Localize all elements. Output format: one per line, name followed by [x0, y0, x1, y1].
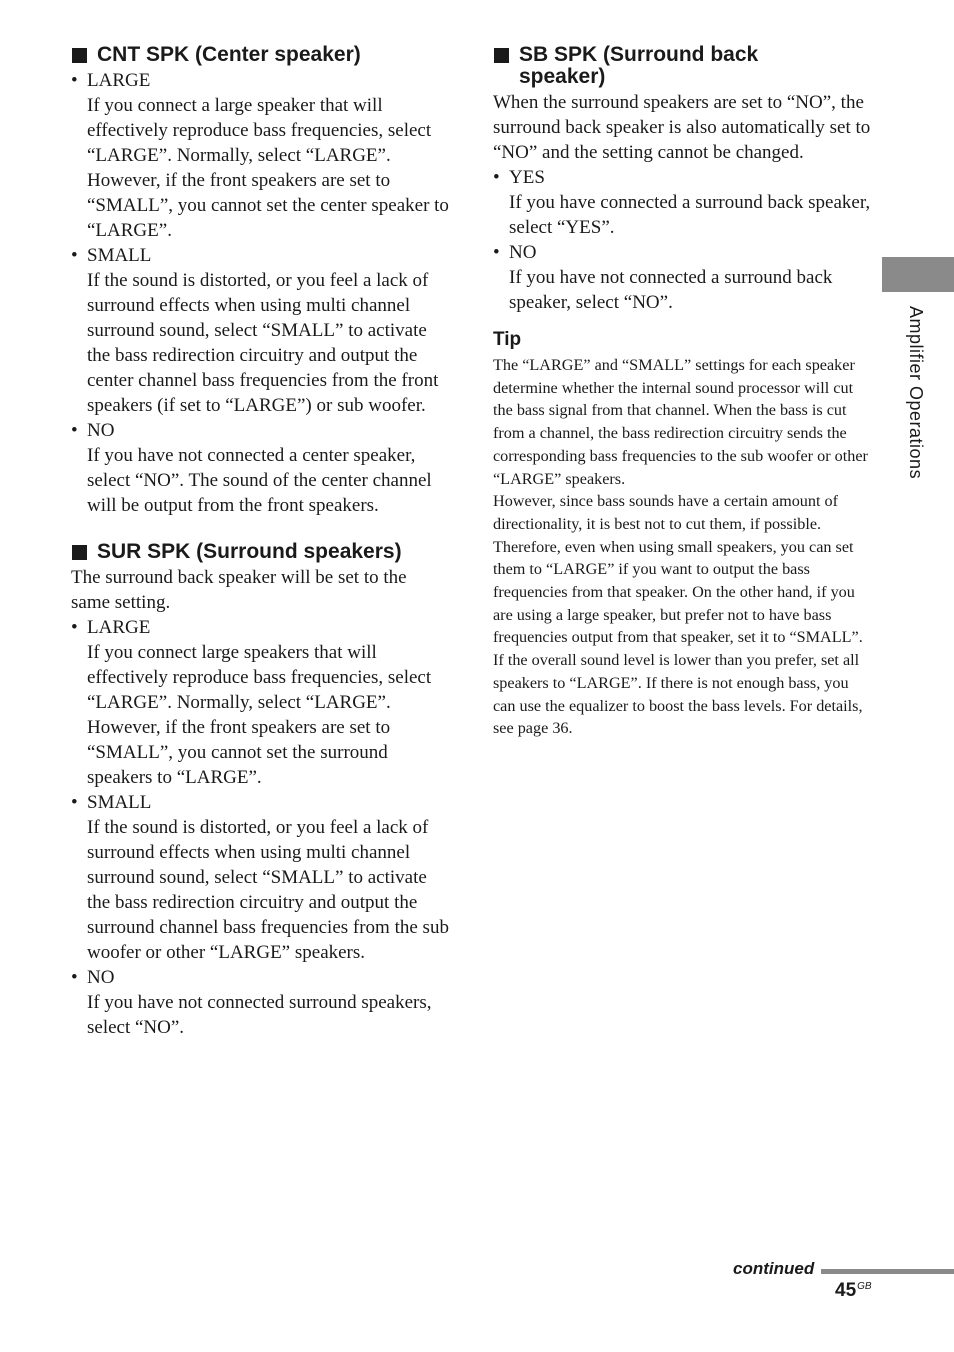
- bullet-icon: •: [71, 617, 78, 638]
- option-label: NO: [87, 967, 115, 988]
- bullet-icon: •: [71, 420, 78, 441]
- section-spacer: [71, 518, 449, 541]
- bullet-icon: •: [71, 245, 78, 266]
- bullet-icon: •: [71, 967, 78, 988]
- page-number-value: 45: [835, 1280, 857, 1301]
- sur-spk-title: SUR SPK (Surround speakers): [97, 540, 402, 563]
- sur-spk-intro: The surround back speaker will be set to the same setting.: [71, 567, 407, 613]
- option-description: If you connect a large speaker that will effectively reproduce bass frequencies, select “LARGE”. Normally, select “LARGE”. However, if the front speakers are set to “SMALL”, you cannot set the center speaker to “LARGE”.: [87, 95, 449, 241]
- continued-bar: [821, 1269, 954, 1274]
- option-description: If you have not connected a center speaker, select “NO”. The sound of the center channel will be output from the front speakers.: [87, 445, 432, 516]
- sb-spk-heading: [493, 44, 873, 88]
- option-label-row: [71, 790, 449, 815]
- option-label: YES: [509, 167, 545, 188]
- option-description: If you connect large speakers that will effectively reproduce bass frequencies, select “LARGE”. Normally, select “LARGE”. However, if the front speakers are set to “SMALL”, you cannot set the surround speakers to “LARGE”.: [87, 642, 432, 788]
- option-label-row: [493, 165, 873, 190]
- option-label: NO: [87, 420, 115, 441]
- option-label-row: [71, 615, 449, 640]
- sur-spk-no-option: [71, 965, 449, 1040]
- square-bullet-icon: [72, 545, 87, 560]
- option-label-row: [71, 965, 449, 990]
- square-bullet-icon: [494, 48, 509, 63]
- tip-paragraph: However, since bass sounds have a certain amount of directionality, it is best not to cut them, if possible. Therefore, even when using small speakers, you can set them to “LARGE” if you want to output the bass frequencies from that speaker. On the other hand, if you are using a large speaker, but prefer not to have bass frequencies output from that speaker, set it to “SMALL”.: [493, 492, 863, 647]
- sur-spk-small-option: [71, 790, 449, 965]
- option-label-row: [71, 243, 449, 268]
- bullet-icon: •: [71, 70, 78, 91]
- section-tab-marker: [882, 257, 954, 292]
- left-column: [71, 44, 449, 1040]
- option-label-row: [71, 418, 449, 443]
- sb-spk-no-option: [493, 240, 873, 315]
- tip-heading: Tip: [493, 329, 522, 350]
- option-label: NO: [509, 242, 537, 263]
- page-number-suffix: GB: [857, 1281, 872, 1292]
- sb-spk-title-line1: SB SPK (Surround back: [519, 43, 759, 66]
- cnt-spk-large-option: [71, 68, 449, 243]
- continued-label: continued: [733, 1259, 815, 1278]
- option-description: If the sound is distorted, or you feel a lack of surround effects when using multi channel surround sound, select “SMALL” to activate the bass redirection circuitry and output the surround channel bass frequencies from the sub woofer or other “LARGE” speakers.: [87, 817, 449, 963]
- sur-spk-heading: [71, 541, 449, 563]
- option-label: LARGE: [87, 70, 151, 91]
- option-label: SMALL: [87, 792, 152, 813]
- cnt-spk-heading: [71, 44, 449, 66]
- bullet-icon: •: [493, 242, 500, 263]
- cnt-spk-no-option: [71, 418, 449, 518]
- sb-spk-yes-option: [493, 165, 873, 240]
- option-description: If you have not connected surround speakers, select “NO”.: [87, 992, 432, 1038]
- option-description: If the sound is distorted, or you feel a lack of surround effects when using multi channel surround sound, select “SMALL” to activate the bass redirection circuitry and output the center channel bass frequencies from the front speakers (if set to “LARGE”) or sub woofer.: [87, 270, 439, 416]
- tip-paragraph: The “LARGE” and “SMALL” settings for each speaker determine whether the internal sound processor will cut the bass signal from that channel. When the bass is cut from a channel, the bass redirection circuitry sends the corresponding bass frequencies to the sub woofer or other “LARGE” speakers.: [493, 356, 868, 488]
- page-number: [835, 1280, 872, 1302]
- sur-spk-large-option: [71, 615, 449, 790]
- sb-spk-title-line2: speaker): [519, 65, 606, 88]
- option-label-row: [71, 68, 449, 93]
- right-column: [493, 44, 873, 740]
- bullet-icon: •: [493, 167, 500, 188]
- option-label: SMALL: [87, 245, 152, 266]
- option-description: If you have not connected a surround back speaker, select “NO”.: [509, 267, 833, 313]
- option-description: If you have connected a surround back speaker, select “YES”.: [509, 192, 871, 238]
- option-label-row: [493, 240, 873, 265]
- bullet-icon: •: [71, 792, 78, 813]
- option-label: LARGE: [87, 617, 151, 638]
- cnt-spk-title: CNT SPK (Center speaker): [97, 43, 361, 66]
- sb-spk-intro: When the surround speakers are set to “NO”, the surround back speaker is also automatically set to “NO” and the setting cannot be changed.: [493, 92, 871, 163]
- cnt-spk-small-option: [71, 243, 449, 418]
- square-bullet-icon: [72, 48, 87, 63]
- tip-paragraph: If the overall sound level is lower than you prefer, set all speakers to “LARGE”. If there is not enough bass, you can use the equalizer to boost the bass levels. For details, see page 36.: [493, 651, 863, 738]
- section-side-label: Amplifier Operations: [906, 306, 926, 480]
